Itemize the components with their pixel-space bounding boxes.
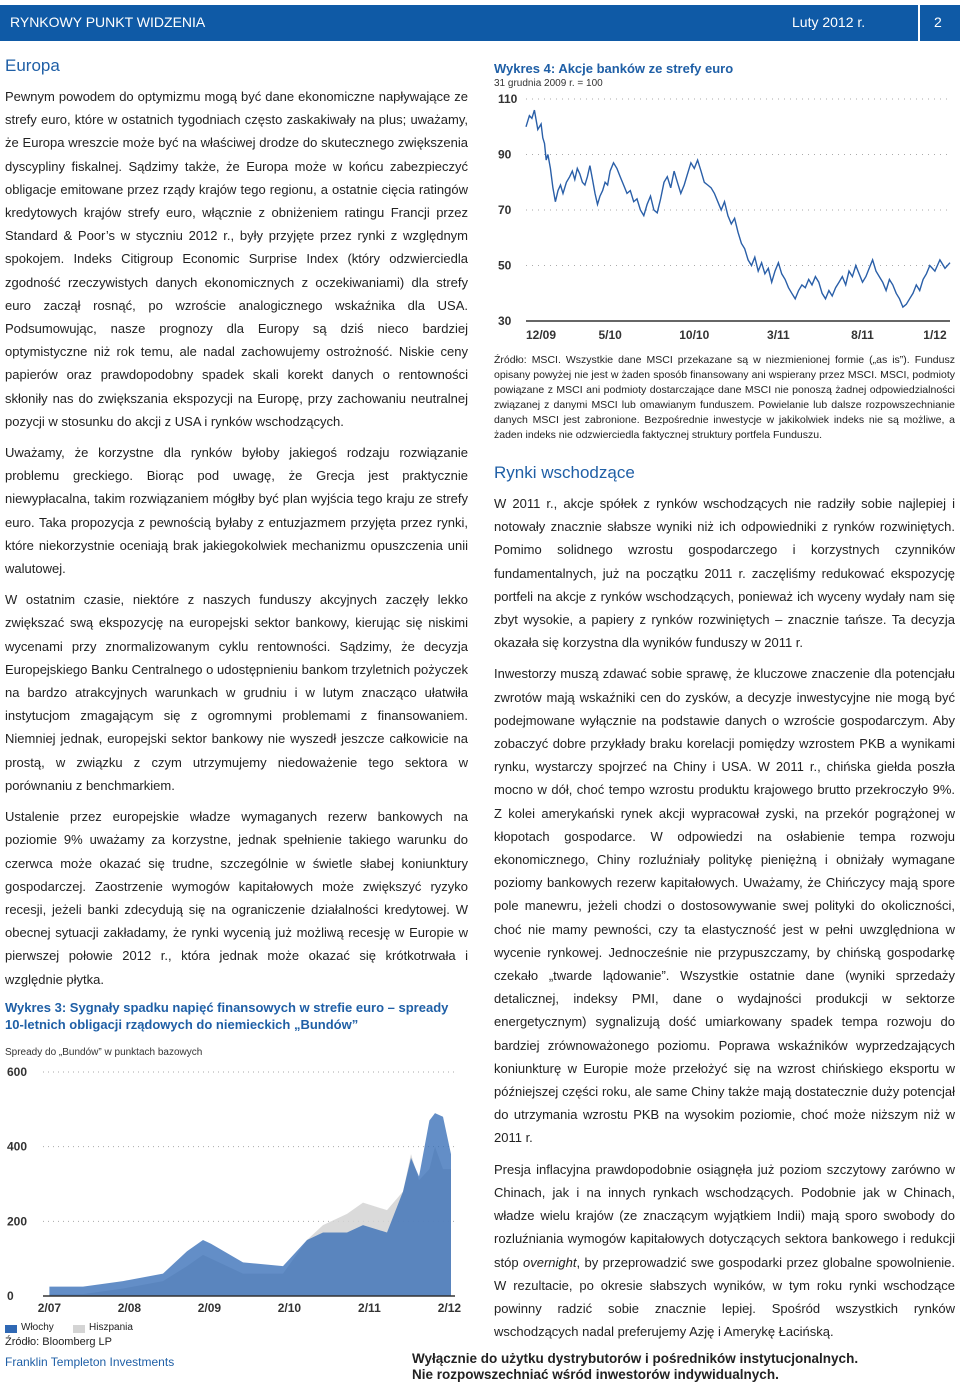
paragraph-emphasis: overnight xyxy=(523,1254,577,1270)
paragraph: W ostatnim czasie, niektóre z naszych funduszy akcyjnych zaczęły lekko zwiększać swą ekspozycję na europejski sektor bankowy, kierując się niskimi wycenami przy znormalizowanym cyklu rentowności. Sądzimy, że decyzja Europejskiego Banku Centralnego o udostępnieniu bankom trzyletnich pożyczek na bardzo atrakcyjnych warunkach w grudniu i w lutym znacząco ułatwiła instytucjom zmagającym się z ogromnymi problemami z finansowaniem. Niemniej jednak, europejski sektor bankowy nie wyszedł jeszcze całkowicie na prostą, w związku z czym utrzymujemy niedoważenie tego sektora w porównaniu z benchmarkiem. xyxy=(5,592,468,793)
chart-4-block xyxy=(494,60,955,443)
x-tick-label: 2/09 xyxy=(197,1300,222,1315)
chart-3-title: Wykres 3: Sygnały spadku napięć finansowych w strefie euro – spready 10-letnich obligacji rządowych do niemieckich „Bundów” xyxy=(5,999,449,1032)
y-tick-label: 70 xyxy=(498,203,512,217)
chart-4-title: Wykres 4: Akcje banków ze strefy euro xyxy=(494,61,734,76)
y-tick-label: 400 xyxy=(7,1139,28,1154)
header-date: Luty 2012 r. xyxy=(792,14,866,30)
paragraph: Ustalenie przez europejskie władze wymaganych rezerw bankowych na poziomie 9% uważamy za korzystne, jednak spełnienie takiego warunku do czerwca może okazać się trudne, szczególnie w świetle słabej koniunktury gospodarczej. Zaostrzenie wymogów kapitałowych może zwiększyć ryzyko recesji, jeżeli banki zdecydują się na ograniczenie działalności kredytowej. W obecnej sytuacji zakładamy, że rynki wycenią już możliwą recesję w Europie w pierwszej połowie 2012 r., która jednak może okazać się krótkotrwała i względnie płytka. xyxy=(5,809,468,987)
y-tick-label: 110 xyxy=(498,92,518,106)
chart-3-legend xyxy=(5,1322,468,1336)
x-tick-label: 2/10 xyxy=(277,1300,302,1315)
y-tick-label: 50 xyxy=(498,258,512,273)
header-title: RYNKOWY PUNKT WIDZENIA xyxy=(10,14,206,30)
paragraph: Pewnym powodem do optymizmu mogą być dane ekonomiczne napływające ze strefy euro, które w ostatnich tygodniach często zaskakiwały na plus; uważamy, że Europa wreszcie może być na właściwej drodze do skutecznego zwiększenia dyscypliny fiskalnej. Sądzimy także, że Europa może w końcu zabezpieczyć obligacje emitowane przez rządy krajów tego regionu, a ostatnie cięcia ratingów kredytowych krajów strefy euro, włącznie z obniżeniem ratingu Francji przez Standard & Poor’s w styczniu 2012 r., były przyjęte przez rynki z względnym spokojem. Indeks Citigroup Economic Surprise Index (który odzwierciedla zgodność rzeczywistych danych ekonomicznych z oczekiwaniami) dla strefy euro zaczął rosnąć, po wzroście analogicznego wskaźnika dla USA. Podsumowując, nasze prognozy dla Europy są dziś nieco bardziej optymistyczne niż rok temu, ale nadal zachowujemy ostrożność. Niskie ceny papierów oraz prawdopodobny spadek skali korekt danych o rentowności skłoniły nas do zwiększania ekspozycji na Europę, przy zachowaniu neutralnej pozycji w stosunku do akcji z USA i rynków wschodzących. xyxy=(5,89,468,429)
footer-disclaimer xyxy=(412,1351,858,1383)
x-tick-label: 2/07 xyxy=(37,1300,62,1315)
x-tick-label: 3/11 xyxy=(767,328,790,342)
chart-4-source: Źródło: MSCI. Wszystkie dane MSCI przekazane są w niezmienionej formie („as is”). Fundusz opisany powyżej nie jest w żaden sposób finansowany ani wspierany przez MSCI. MSCI, podmioty powiązane z MSCI ani podmioty dostarczające dane MSCI nie ponoszą żadnej odpowiedzialności związanej z danymi MSCI lub omawianym funduszem. Powielanie lub dalsze rozpowszechnianie danych MSCI jest zabronione. Bezpośrednie inwestycje w jakikolwiek indeks nie są możliwe, a żaden indeks nie odzwierciedla faktycznej struktury portfela Funduszu. xyxy=(494,354,955,441)
section-heading-europa: Europa xyxy=(5,56,60,75)
x-tick-label: 8/11 xyxy=(851,328,874,342)
footer-disclaimer-line: Wyłącznie do użytku dystrybutorów i pośredników instytucjonalnych. xyxy=(412,1351,859,1366)
x-tick-label: 12/09 xyxy=(526,328,557,342)
paragraph-text: , by przeprowadzić swe gospodarki przez globalne spowolnienie. W rezultacie, po okresie słabszych wyników, w tym roku rynki wschodzące powinny radzić sobie znacznie lepiej. Spośród wszystkich rynków wschodzących nadal preferujemy Azję i Amerykę Łacińską. xyxy=(494,1254,956,1340)
x-tick-label: 10/10 xyxy=(679,328,710,342)
x-tick-label: 2/12 xyxy=(437,1300,462,1315)
chart-3-source: Źródło: Bloomberg LP xyxy=(5,1335,112,1348)
x-tick-label: 5/10 xyxy=(598,328,622,342)
section-heading-rynki: Rynki wschodzące xyxy=(494,463,635,482)
paragraph-text: Presja inflacyjna prawdopodobnie osiągnęła już poziom szczytowy zarówno w Chinach, jak i na innych rynkach wschodzących. Podobnie jak w Chinach, władze wielu krajów (ze znaczącym wyjątkiem Indii) mają sporo swobody do rozluźniania wymogów kapitałowych dotyczących sektora bankowego i redukcji stóp xyxy=(494,1161,955,1270)
paragraph: Uważamy, że korzystne dla rynków byłoby jakiegoś rodzaju rozwiązanie problemu greckiego. Biorąc pod uwagę, że Grecja jest praktycznie niewypłacalna, takim rozwiązaniem mógłby być plan wyjścia tego kraju ze strefy euro. Taka propozycja z pewnością byłaby z entuzjazmem przyjęta przez rynki, które niekorzystnie oceniają brak jakiegokolwiek mechanizmu opuszczenia unii walutowej. xyxy=(5,445,468,577)
legend-label-wlochy: Włochy xyxy=(21,1321,54,1333)
chart-4-subtitle: 31 grudnia 2009 r. = 100 xyxy=(494,78,603,89)
chart-4-plot xyxy=(494,89,955,351)
chart-3-subtitle: Spready do „Bundów” w punktach bazowych xyxy=(5,1046,203,1058)
paragraph: Inwestorzy muszą zdawać sobie sprawę, że kluczowe znaczenie dla potencjału zwrotów mają wskaźniki cen do zysków, a decyzje inwestycyjne nie mogą być podejmowane wyłącznie na podstawie danych o wzroście gospodarczym. Aby zobaczyć dobre przykłady braku korelacji pomiędzy wzrostem PKB a wynikami rynku, wystarczy spojrzeć na Chiny i USA. W 2011 r., chińska giełda poszła mocno w dół, choć tempo wzrostu produktu krajowego brutto przekroczyło 9%. Z kolei amerykański rynek akcji wypracował zyski, na przekór pogrążonej w kłopotach gospodarce. W odpowiedzi na osłabienie tempa rozwoju ekonomicznego, Chiny rozluźniały politykę pieniężną i obniżały wymagane poziomy bankowych rezerw kapitałowych. Uważamy, że Chińczycy mają spore pole manewru, jeżeli chodzi o dostosowywanie swej polityki do okoliczności, choć nie mamy pewności, czy ta elastyczność jest w pełni uwzględniona w wycenie rynkowej. Jednocześnie nie przypuszczamy, by chińską gospodarkę czekało „twarde lądowanie”. Wszystkie ostatnie dane (wyniki sprzedaży detalicznej, indeksy PMI, dane o wydajności produkcji w sektorze energetycznym) sygnalizują dość umiarkowany spadek tempa rozwoju do bardziej zrównoważonego poziomu. Poprawa wskaźników wyprzedzających koniunkturę w Europie może przełożyć się na wzrost chińskiego eksportu w późniejszej części roku, ale same Chiny także mają dostatecznie duży potencjał do utrzymania wzrostu PKB na wysokim poziomie, choć może niższym niż w 2011 r. xyxy=(494,666,955,1146)
x-tick-label: 2/11 xyxy=(358,1300,381,1315)
page-header xyxy=(0,5,960,41)
left-column xyxy=(5,56,468,1348)
chart-3-plot xyxy=(5,1058,468,1320)
chart-3-block xyxy=(5,999,468,1348)
y-tick-label: 30 xyxy=(498,314,512,328)
y-tick-label: 90 xyxy=(498,147,512,162)
y-tick-label: 0 xyxy=(7,1288,14,1303)
footer-disclaimer-line: Nie rozpowszechniać wśród inwestorów indywidualnych. xyxy=(412,1367,779,1382)
paragraph xyxy=(494,1158,955,1344)
header-divider xyxy=(918,5,920,41)
footer-company: Franklin Templeton Investments xyxy=(5,1355,175,1369)
x-tick-label: 1/12 xyxy=(923,328,947,342)
series-area-wlochy xyxy=(49,1113,451,1296)
x-tick-label: 2/08 xyxy=(117,1300,142,1315)
series-line xyxy=(526,110,950,307)
legend-label-hiszpania: Hiszpania xyxy=(89,1321,133,1333)
paragraph: W 2011 r., akcje spółek z rynków wschodzących nie radziły sobie najlepiej i notowały znacznie słabsze wyniki niż ich odpowiedniki z rynków rozwiniętych. Pomimo solidnego wzrostu gospodarczego i korzystnych czynników fundamentalnych, już na początku 2011 r. zaczęliśmy redukować ekspozycję portfeli na akcje z rynków wschodzących, ponieważ ich wyceny wydały nam się zbyt wysokie, a papiery z rynków rozwiniętych – znacznie tańsze. Ta decyzja okazała się korzystna dla wyników funduszy w 2011 r. xyxy=(494,496,955,651)
y-tick-label: 600 xyxy=(7,1064,28,1079)
page-number: 2 xyxy=(934,14,942,30)
legend-swatch-hiszpania xyxy=(73,1325,85,1333)
legend-swatch-wlochy xyxy=(5,1325,17,1333)
right-column xyxy=(494,60,955,1351)
y-tick-label: 200 xyxy=(7,1214,28,1229)
